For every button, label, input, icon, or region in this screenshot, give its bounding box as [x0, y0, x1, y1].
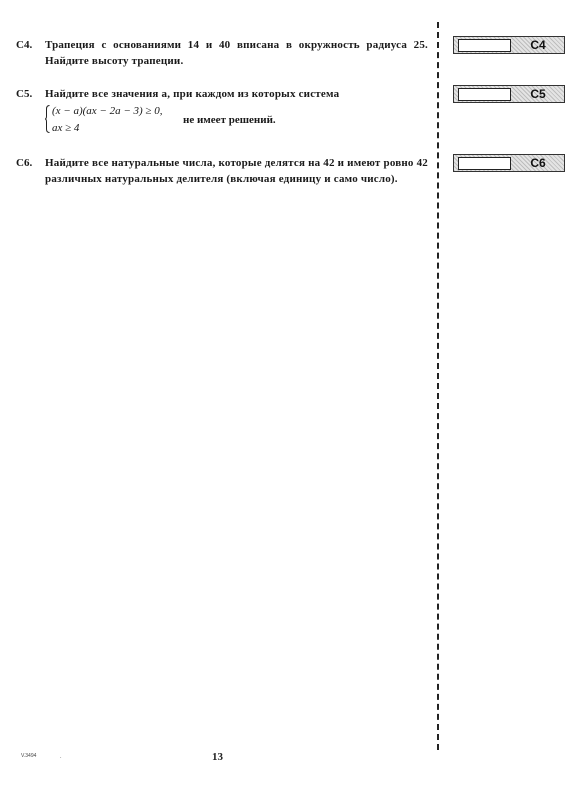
problem-text: Трапеция с основаниями 14 и 40 вписана в окружность радиуса 25. Найдите высоту трапеции. [45, 39, 428, 67]
answer-field-c4[interactable] [458, 39, 511, 52]
problem-number: C4. [16, 39, 33, 51]
document-code: V.3494 [21, 753, 37, 759]
equation-system [45, 103, 428, 137]
answer-box-label: C5 [530, 87, 546, 101]
answer-box-label: C6 [530, 156, 546, 170]
answer-box-c4 [453, 36, 565, 54]
page-number: 13 [212, 751, 223, 763]
answer-box-c6 [453, 154, 565, 172]
problem-number: C6. [16, 157, 33, 169]
system-brace [45, 105, 50, 133]
problem-c5 [16, 86, 428, 137]
answer-box-c5 [453, 85, 565, 103]
answer-box-label: C4 [530, 38, 546, 52]
answer-field-c6[interactable] [458, 157, 511, 170]
system-equation-2: ax ≥ 4 [52, 122, 80, 134]
problem-number: C5. [16, 88, 33, 100]
margin-divider [437, 22, 439, 750]
answer-field-c5[interactable] [458, 88, 511, 101]
problem-text: Найдите все натуральные числа, которые делятся на 42 и имеют ровно 42 различных натуральных делителя (включая единицу и само число). [45, 157, 428, 185]
footer-dot: . [60, 754, 62, 760]
problem-c4 [16, 37, 428, 69]
system-equation-1: (x − a)(ax − 2a − 3) ≥ 0, [52, 105, 163, 117]
problem-text: Найдите все значения a, при каждом из которых система [45, 88, 340, 100]
system-condition-text: не имеет решений. [183, 114, 276, 126]
problem-c6 [16, 155, 428, 187]
